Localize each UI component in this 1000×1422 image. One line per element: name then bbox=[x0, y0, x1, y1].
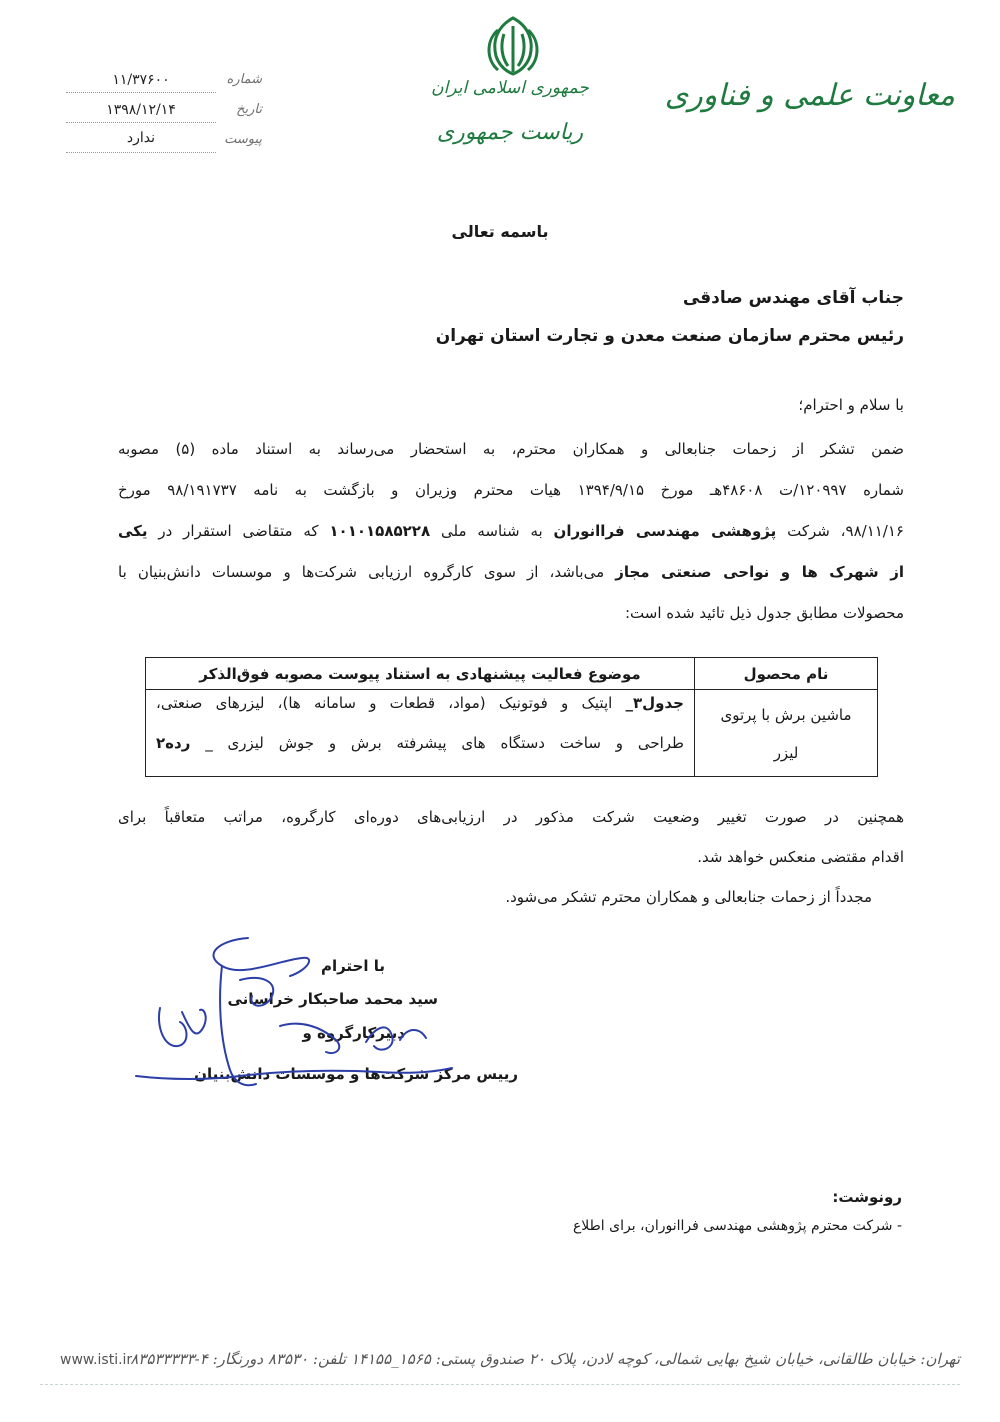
activity-line bbox=[156, 734, 684, 752]
deputy-logotype: معاونت علمی و فناوری bbox=[664, 78, 955, 113]
letter-date: ۱۳۹۸/۱۲/۱۴ bbox=[106, 102, 176, 118]
footer-website-link[interactable]: www.isti.ir bbox=[60, 1352, 133, 1368]
attachment-value: ندارد bbox=[126, 130, 156, 146]
republic-line1: جمهوری اسلامی ایران bbox=[431, 78, 589, 98]
paragraph-line bbox=[118, 522, 904, 540]
company-name: پژوهشی مهندسی فراانوران bbox=[553, 522, 777, 540]
recipient-name: جناب آقای مهندس صادقی bbox=[682, 288, 904, 308]
paragraph-line: اقدام مقتضی منعکس خواهد شد. bbox=[697, 848, 904, 866]
text-fragment: می‌باشد، از سوی کارگروه ارزیابی شرکت‌ها و موسسات دانش‌بنیان با bbox=[118, 563, 605, 581]
table-header-product: نام محصول bbox=[694, 658, 877, 690]
signer-name: سید محمد صاحبکار خراسانی bbox=[227, 990, 438, 1008]
product-table bbox=[145, 657, 878, 777]
signer-role: دبیرکارگروه و bbox=[302, 1024, 405, 1042]
text-fragment-bold: رده۲ bbox=[156, 734, 191, 752]
text-fragment: به شناسه ملی bbox=[440, 522, 543, 540]
handwritten-signature bbox=[130, 930, 460, 1100]
national-id: ۱۰۱۰۱۵۸۵۲۲۸ bbox=[329, 522, 431, 540]
paragraph-line bbox=[118, 563, 904, 581]
salutation: باسمه تعالی bbox=[451, 222, 549, 241]
divider bbox=[66, 152, 216, 153]
table-header-activity: موضوع فعالیت پیشنهادی به استناد پیوست مصوبه فوق‌الذکر bbox=[146, 658, 694, 690]
cc-item: - شرکت محترم پژوهشی مهندسی فراانوران، برای اطلاع bbox=[572, 1218, 902, 1234]
paragraph-line: مجدداً از زحمات جنابعالی و همکاران محترم تشکر می‌شود. bbox=[505, 888, 872, 906]
presidency-line: ریاست جمهوری bbox=[436, 120, 584, 145]
text-fragment: که متقاضی استقرار در bbox=[158, 522, 319, 540]
text-fragment-bold: از شهرک ها و نواحی صنعتی مجاز bbox=[615, 563, 904, 581]
divider bbox=[66, 92, 216, 93]
signer-role: رییس مرکز شرکت‌ها و موسسات دانش‌بنیان bbox=[194, 1065, 518, 1083]
text-fragment-bold: جدول۳_ bbox=[625, 694, 684, 712]
letter-number: ۱۱/۳۷۶۰۰ bbox=[112, 72, 170, 88]
paragraph-line: محصولات مطابق جدول ذیل تائید شده است: bbox=[625, 604, 904, 622]
text-fragment-bold: یکی bbox=[118, 522, 148, 540]
divider bbox=[66, 122, 216, 123]
recipient-title: رئیس محترم سازمان صنعت معدن و تجارت استان تهران bbox=[435, 326, 904, 346]
text-fragment: اپتیک و فوتونیک (مواد، قطعات و سامانه ها)، لیزرهای صنعتی، bbox=[156, 694, 613, 712]
cc-label: رونوشت: bbox=[832, 1188, 902, 1206]
footer-address: تهران: خیابان طالقانی، خیابان شیخ بهایی شمالی، کوچه لادن، پلاک ۲۰ صندوق پستی: ۱۵۶۵_۱۴۱۵۵ تلفن: ۸۳۵۳۰ دورنگار: ۴-۸۳۵۳۳۳۳۳ bbox=[130, 1350, 960, 1368]
product-line: ماشین برش با پرتوی bbox=[720, 706, 852, 724]
iran-emblem-icon bbox=[478, 12, 548, 80]
table-cell-activity bbox=[146, 690, 694, 776]
footer-divider bbox=[40, 1384, 960, 1385]
paragraph-line: ضمن تشکر از زحمات جنابعالی و همکاران محترم، به استحضار می‌رساند به استناد ماده (۵) مصوبه bbox=[118, 440, 904, 458]
text-fragment: ۹۸/۱۱/۱۶، شرکت bbox=[787, 522, 904, 540]
text-fragment: طراحی و ساخت دستگاه های پیشرفته برش و جوش لیزری _ bbox=[205, 734, 684, 752]
activity-line bbox=[156, 694, 684, 712]
table-cell-product bbox=[694, 690, 877, 776]
number-label: شماره bbox=[226, 72, 262, 87]
greeting: با سلام و احترام؛ bbox=[798, 396, 904, 414]
paragraph-line: شماره ۱۲۰۹۹۷/ت ۴۸۶۰۸هـ مورخ ۱۳۹۴/۹/۱۵ هیات محترم وزیران و بازگشت به نامه ۹۸/۱۹۱۷۳۷ مورخ bbox=[118, 481, 904, 499]
attachment-label: پیوست bbox=[224, 132, 262, 147]
date-label: تاریخ bbox=[236, 102, 262, 117]
closing: با احترام bbox=[320, 957, 385, 975]
paragraph-line: همچنین در صورت تغییر وضعیت شرکت مذکور در ارزیابی‌های دوره‌ای کارگروه، مراتب متعاقباً برای bbox=[118, 808, 904, 826]
product-line: لیزر bbox=[773, 744, 799, 762]
